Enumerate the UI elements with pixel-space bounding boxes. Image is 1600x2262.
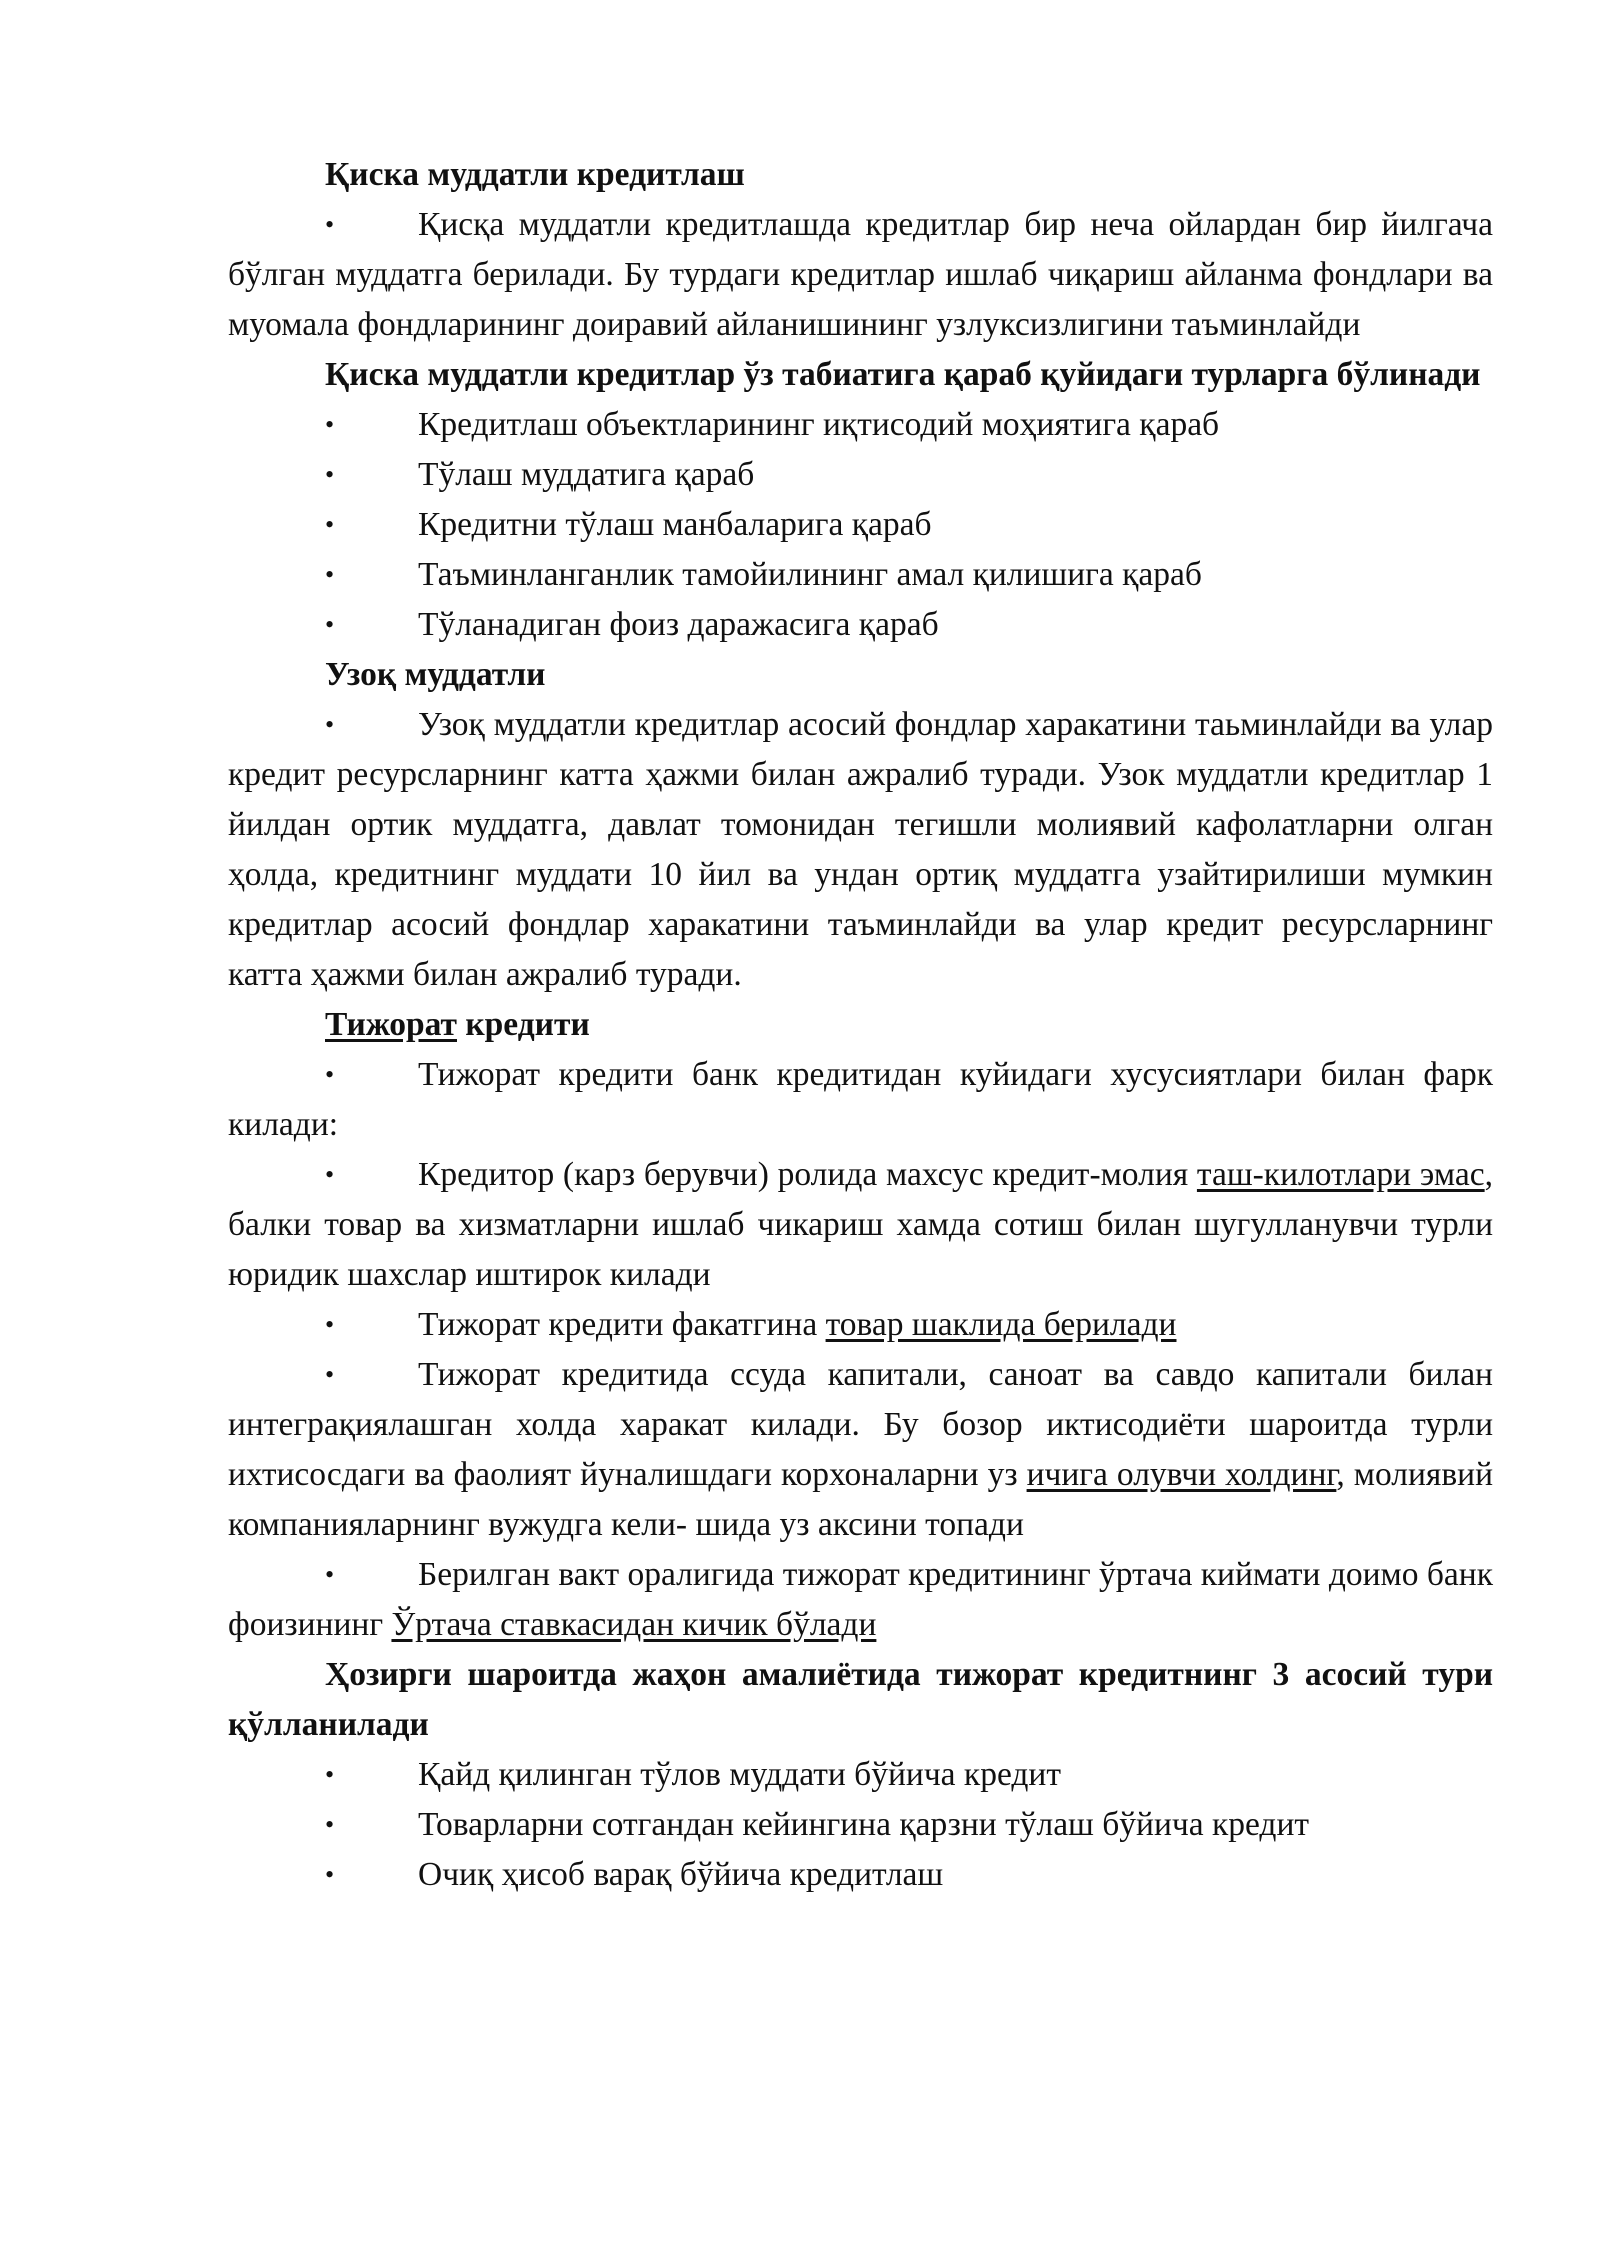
heading-rest: кредити	[457, 1006, 590, 1043]
bullet-icon: •	[325, 1060, 335, 1089]
bullet-icon: •	[325, 460, 335, 489]
bullet-icon: •	[325, 710, 335, 739]
bullet-paragraph	[228, 700, 1493, 1000]
list-item-text: Тўланадиган фоиз даражасига қараб	[418, 606, 939, 643]
bullet-icon: •	[325, 1160, 335, 1189]
list-item	[228, 1850, 1493, 1900]
list-item	[228, 1800, 1493, 1850]
paragraph-text: Узоқ муддатли кредитлар асосий фондлар харакатини таьминлайди ва улар кредит ресурсларнинг катта ҳажми билан ажралиб туради. Узок муддатли кредитлар 1 йилдан ортик муддатга, давлат томонидан тегишли молиявий кафолатларни олган ҳолда, кредитнинг муддати 10 йил ва ундан ортиқ муддатга узайтирилиши мумкин кредитлар асосий фондлар харакатини таъминлайди ва улар кредит ресурсларнинг катта ҳажми билан ажралиб туради.	[228, 706, 1493, 993]
paragraph-text: Тижорат кредити банк кредитидан куйидаги хусусиятлари билан фарк килади:	[228, 1056, 1493, 1143]
paragraph-text: Тижорат кредитида ссуда капитали, саноат ва савдо капитали билан интеграқиялашган холда харакат килади. Бу бозор иктисодиёти шароитда турли ихтисосдаги ва фаолият йуналишдаги корхоналарни уз	[228, 1356, 1493, 1493]
bullet-icon: •	[325, 1560, 335, 1589]
bullet-icon: •	[325, 210, 335, 239]
bullet-icon: •	[325, 1760, 335, 1789]
section-heading-short-term-types: Қиска муддатли кредитлар ўз табиатига қараб қуйидаги турларга бўлинади	[325, 356, 1481, 393]
bullet-icon: •	[325, 1810, 335, 1839]
bullet-paragraph	[228, 1550, 1493, 1650]
list-item	[228, 500, 1493, 550]
section-heading-long-term: Узоқ муддатли	[325, 656, 546, 693]
bullet-icon: •	[325, 410, 335, 439]
bullet-paragraph	[228, 1350, 1493, 1550]
paragraph-text-continued: , молиявий компанияларнинг вужудга кели- шида уз аксини топади	[228, 1456, 1493, 1543]
bullet-icon: •	[325, 510, 335, 539]
list-item-text: Тўлаш муддатига қараб	[418, 456, 755, 493]
underlined-phrase: ичига олувчи холдинг	[1026, 1456, 1337, 1493]
bullet-paragraph	[228, 1050, 1493, 1150]
underlined-phrase: таш-килотлари эмас	[1196, 1156, 1485, 1193]
heading-underlined-word: Тижорат	[325, 1006, 457, 1043]
paragraph-text: Кредитор (карз берувчи) ролида махсус кредит-молия	[418, 1156, 1197, 1193]
bullet-icon: •	[325, 1360, 335, 1389]
list-item-text: Кредитлаш объектларининг иқтисодий моҳиятига қараб	[418, 406, 1220, 443]
list-item	[228, 550, 1493, 600]
section-heading-commercial-credit	[228, 1000, 1493, 1050]
bullet-paragraph	[228, 1150, 1493, 1300]
section-heading-commercial-credit-types: Ҳозирги шароитда жаҳон амалиётида тижорат кредитнинг 3 асосий тури қўлланилади	[228, 1656, 1493, 1743]
list-item	[228, 400, 1493, 450]
list-item-text: Очиқ ҳисоб варақ бўйича кредитлаш	[418, 1856, 944, 1893]
document-content	[228, 150, 1493, 1900]
list-item	[228, 600, 1493, 650]
bullet-icon: •	[325, 1310, 335, 1339]
bullet-icon: •	[325, 560, 335, 589]
list-item	[228, 450, 1493, 500]
list-item-text: Қайд қилинган тўлов муддати бўйича кредит	[418, 1756, 1061, 1793]
list-item-text: Товарларни сотгандан кейингина қарзни тўлаш бўйича кредит	[418, 1806, 1310, 1843]
paragraph-text: Берилган вакт оралигида тижорат кредитининг ўртача киймати доимо банк фоизининг	[228, 1556, 1493, 1643]
paragraph-text-continued: , балки товар ва хизматларни ишлаб чикариш хамда сотиш билан шугулланувчи турли юридик шахслар иштирок килади	[228, 1156, 1493, 1293]
list-item-text: Кредитни тўлаш манбаларига қараб	[418, 506, 932, 543]
paragraph-text: Қисқа муддатли кредитлашда кредитлар бир неча ойлардан бир йилгача бўлган муддатга берилади. Бу турдаги кредитлар ишлаб чиқариш айланма фондлари ва муомала фондларининг доиравий айланишининг узлуксизлигини таъминлайди	[228, 206, 1493, 343]
underlined-phrase: товар шаклида берилади	[825, 1306, 1177, 1343]
bullet-icon: •	[325, 1860, 335, 1889]
bullet-paragraph	[228, 200, 1493, 350]
bullet-icon: •	[325, 610, 335, 639]
paragraph-text: Тижорат кредити факатгина	[418, 1306, 826, 1343]
bullet-paragraph	[228, 1300, 1493, 1350]
list-item-text: Таъминланганлик тамойилининг амал қилишига қараб	[418, 556, 1202, 593]
list-item	[228, 1750, 1493, 1800]
underlined-phrase: Ўртача ставкасидан кичик бўлади	[391, 1606, 877, 1643]
section-heading-short-term-crediting: Қиска муддатли кредитлаш	[325, 156, 745, 193]
